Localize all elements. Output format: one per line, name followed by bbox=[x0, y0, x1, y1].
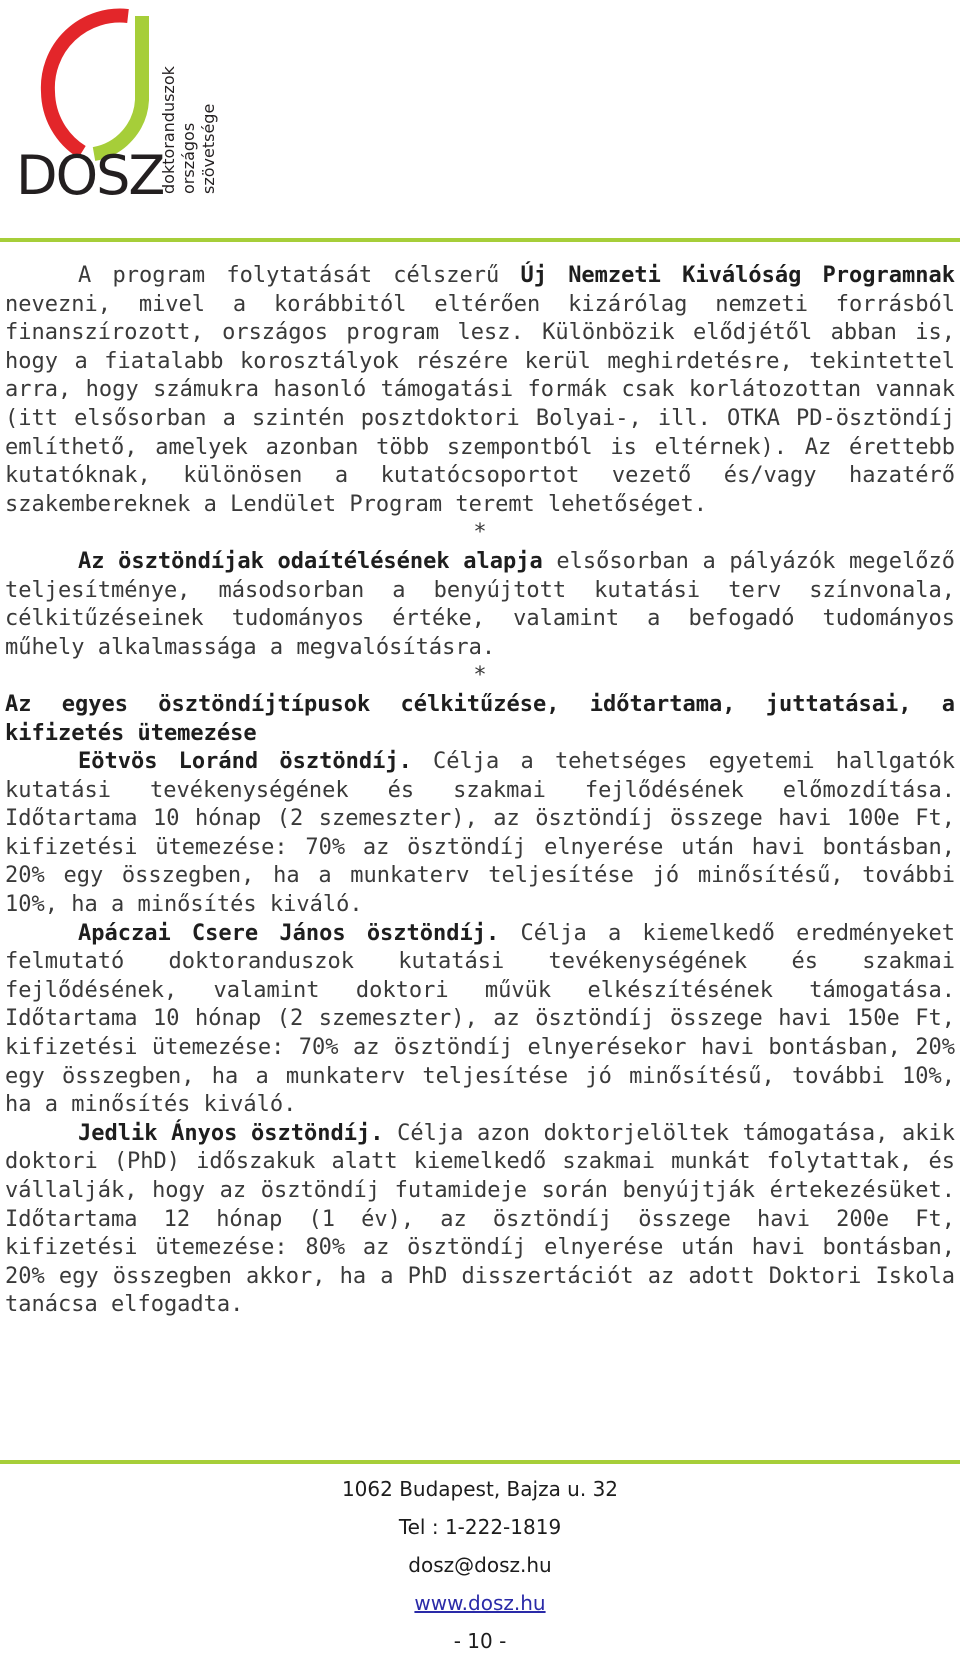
footer bbox=[0, 1470, 960, 1660]
scholarship-title-eotvos: Eötvös Loránd ösztöndíj. bbox=[78, 749, 412, 775]
paragraph-jedlik: Jedlik Ányos ösztöndíj. Célja azon doktorjelöltek támogatása, akik doktori (PhD) időszakuk alatt kiemelkedő szakmai munkát folytattak, és vállalják, hogy az ösztöndíj futamideje során benyújtják értekezésüket. Időtartama 12 hónap (1 év), az ösztöndíj összege havi 200e Ft, kifizetési ütemezése: 80% az ösztöndíj elnyerése után havi bontásban, 20% egy összegben akkor, ha a PhD disszertációt az adott Doktori Iskola tanácsa elfogadta. bbox=[5, 1120, 956, 1318]
section-separator-2: * bbox=[473, 663, 487, 689]
footer-address: 1062 Budapest, Bajza u. 32 bbox=[341, 1477, 619, 1501]
dosz-logo bbox=[10, 4, 240, 210]
paragraph-program-intro: A program folytatását célszerű Új Nemzeti Kiválóság Programnak nevezni, mivel a korábbitól eltérően kizárólag nemzeti forrásból finanszírozott, országos program lesz. Különbözik elődjétől abban is, hogy a fiatalabb korosztályok részére kerül meghirdetésre, tekintettel arra, hogy számukra hasonló támogatási formák csak korlátozottan vannak (itt elsősorban a szintén posztdoktori Bolyai-, ill. OTKA PD-ösztöndíj említhető, amelyek azonban több szempontból is eltérnek). Az érettebb kutatóknak, különösen a kutatócsoportot vezető és/vagy hazatérő szakembereknek a Lendület Program teremt lehetőséget. bbox=[5, 263, 955, 517]
paragraph-eotvos: Eötvös Loránd ösztöndíj. Célja a tehetséges egyetemi hallgatók kutatási tevékenységének és szakmai fejlődésének előmozdítása. Időtartama 10 hónap (2 szemeszter), az ösztöndíj összege havi 100e Ft, kifizetési ütemezése: 70% az ösztöndíj elnyerése után havi bontásban, 20% egy összegben, ha a munkaterv teljesítése jó minősítésű, további 10%, ha a minősítés kiváló. bbox=[5, 749, 955, 918]
section-separator-1: * bbox=[473, 520, 487, 546]
document-body bbox=[5, 262, 955, 1320]
footer-website-link[interactable]: www.dosz.hu bbox=[414, 1591, 546, 1615]
logo-green-arc bbox=[94, 16, 142, 154]
logo-red-arc bbox=[48, 16, 128, 152]
scholarship-title-apaczai: Apáczai Csere János ösztöndíj. bbox=[78, 920, 500, 946]
footer-phone: Tel : 1-222-1819 bbox=[398, 1515, 562, 1539]
footer-email: dosz@dosz.hu bbox=[408, 1553, 552, 1577]
logo-tagline-1: doktoranduszok bbox=[159, 66, 178, 194]
program-name: Új Nemzeti Kiválóság Programnak bbox=[520, 263, 955, 288]
logo-tagline-2: országos bbox=[179, 122, 198, 194]
paragraph-award-basis: Az ösztöndíjak odaítélésének alapja elsősorban a pályázók megelőző teljesítménye, másodsorban a benyújtott kutatási terv színvonala, célkitűzéseinek tudományos értéke, valamint a befogadó tudományos műhely alkalmassága a megvalósításra. bbox=[5, 548, 955, 660]
paragraph-apaczai: Apáczai Csere János ösztöndíj. Célja a kiemelkedő eredményeket felmutató doktoranduszok kutatási tevékenységének és szakmai fejlődésének, valamint doktori művük elkészítésének támogatása. Időtartama 10 hónap (2 szemeszter), az ösztöndíj összege havi 150e Ft, kifizetési ütemezése: 70% az ösztöndíj elnyerésekor havi bontásban, 20% egy összegben, ha a munkaterv teljesítése jó minősítésű, további 10%, ha a minősítés kiváló. bbox=[5, 920, 956, 1118]
logo-wordmark: DOSZ bbox=[16, 144, 164, 207]
section-heading: Az egyes ösztöndíjtípusok célkitűzése, időtartama, juttatásai, a kifizetés ütemezése bbox=[5, 691, 955, 746]
footer-rule bbox=[0, 1460, 960, 1464]
page-number: - 10 - bbox=[453, 1629, 507, 1653]
award-basis-lead: Az ösztöndíjak odaítélésének alapja bbox=[78, 548, 543, 574]
scholarship-title-jedlik: Jedlik Ányos ösztöndíj. bbox=[78, 1120, 384, 1146]
logo-tagline-3: szövetsége bbox=[199, 103, 218, 194]
header-rule bbox=[0, 238, 960, 242]
